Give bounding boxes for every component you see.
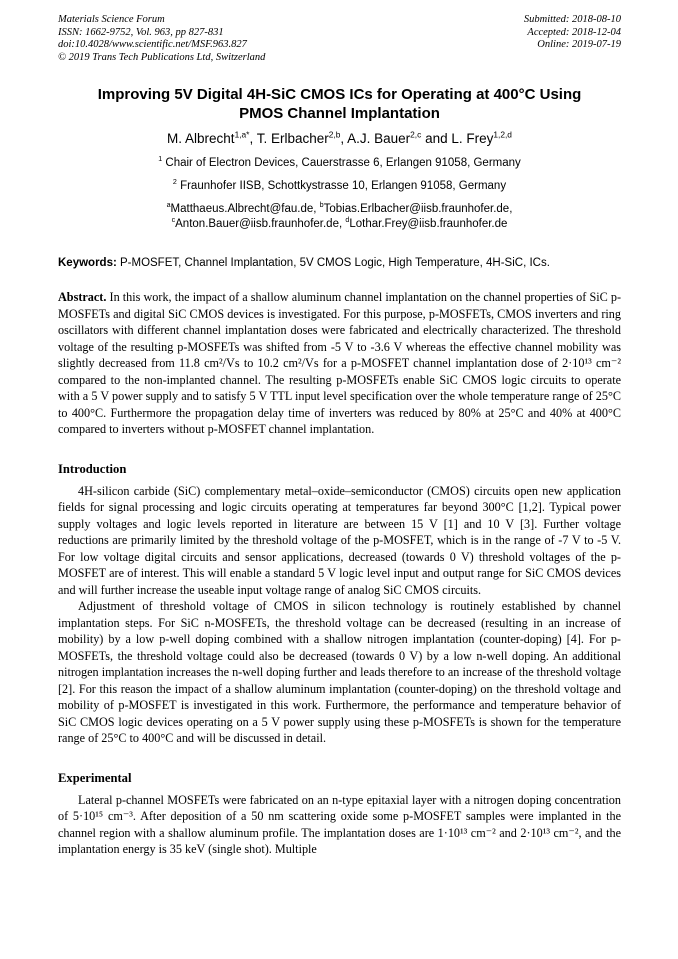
journal-info-block <box>58 14 265 64</box>
email-line-1 <box>58 202 621 217</box>
affiliation-1 <box>58 156 621 170</box>
author-affiliation-marker: 2,b <box>328 129 341 140</box>
author-separator: and <box>421 131 452 147</box>
author-affiliation-marker: 1,a* <box>234 129 250 140</box>
email-marker-c: c <box>171 216 176 225</box>
submitted-date: Submitted: 2018-08-10 <box>523 14 621 25</box>
authors-line <box>58 130 621 147</box>
paper-title-line-2: PMOS Channel Implantation <box>239 105 440 123</box>
author-affiliation-marker: 2,c <box>410 129 422 140</box>
journal-copyright: © 2019 Trans Tech Publications Ltd, Switzerland <box>58 51 266 63</box>
author-name: T. Erlbacher <box>256 131 329 147</box>
online-date: Online: 2019-07-19 <box>537 39 621 51</box>
author-bauer <box>347 131 451 146</box>
paper-title-line-1: Improving 5V Digital 4H-SiC CMOS ICs for Operating at 400°C Using <box>97 86 582 104</box>
email-frey: Lothar.Frey@iisb.fraunhofer.de <box>349 217 508 230</box>
section-heading-introduction: Introduction <box>58 461 127 476</box>
paper-title <box>58 85 621 123</box>
journal-issn-volume: ISSN: 1662-9752, Vol. 963, pp 827-831 <box>58 26 224 38</box>
submission-dates-block <box>524 14 621 52</box>
author-name: A.J. Bauer <box>347 131 411 147</box>
abstract <box>58 289 621 438</box>
abstract-label: Abstract. <box>58 290 107 305</box>
affiliation-2 <box>58 179 621 193</box>
section-heading-experimental: Experimental <box>58 770 132 785</box>
abstract-text: In this work, the impact of a shallow aluminum channel implantation on the channel properties of SiC p-MOSFETs and digital SiC CMOS devices is investigated. For this purpose, p-MOSFETs, CMOS inverters and ring oscillators with different channel implantation doses were fabricated and electrically characterized. The threshold voltage of the resulting p-MOSFETs was shifted from -5 V to -3.6 V whereas the effective channel mobility was slightly decreased from 11.8 cm²/Vs to 10.2 cm²/Vs for a p-MOSFET channel implantation dose of 2·10¹³ cm⁻² compared to the non-implanted channel. The resulting p-MOSFETs enable SiC CMOS logic circuits to operate with a 5 V power supply and to satisfy 5 V TTL input level specification over the whole temperature range of 25°C to 400°C. Furthermore the propagation delay time of inverters was reduced by 80% at 25°C and 40% at 400°C compared to inverters without p-MOSFET channel implantation. <box>58 290 621 437</box>
author-affiliation-marker: 1,2,d <box>493 129 512 140</box>
experimental-paragraph-1: Lateral p-channel MOSFETs were fabricated on an n-type epitaxial layer with a nitrogen doping concentration of 5·10¹⁵ cm⁻³. After deposition of a 50 nm scattering oxide some p-MOSFET samples were implanted in the channel region with a shallow aluminum profile. The implantation doses are 1·10¹³ cm⁻² and 2·10¹³ cm⁻², and the implantation energy is 35 keV (single shot). Multiple <box>58 792 621 857</box>
affiliation-text: Fraunhofer IISB, Schottkystrasse 10, Erlangen 91058, Germany <box>176 180 507 193</box>
journal-name: Materials Science Forum <box>58 14 165 25</box>
keywords-label: Keywords: <box>58 257 117 270</box>
introduction-paragraph-1: 4H-silicon carbide (SiC) complementary metal–oxide–semiconductor (CMOS) circuits open new application fields for signal processing and logic circuits operating at temperatures far beyond 300°C [1,2]. Typical power supply voltages and logic levels reported in literature are between 15 V [1] and 10 V [3]. Further voltage reductions are primarily limited by the threshold voltage of the p-MOSFET, which is in the range of -7 V to -5 V. For low voltage digital circuits and sensor applications, decreased (towards 0 V) threshold voltages of the p-MOSFET are of interest. This will enable a standard 5 V logic level input and output range for SiC CMOS devices and will further increase the useable input voltage range of analog SiC CMOS circuits. <box>58 483 621 597</box>
keywords-text: P-MOSFET, Channel Implantation, 5V CMOS Logic, High Temperature, 4H-SiC, ICs. <box>116 257 550 270</box>
email-erlbacher: Tobias.Erlbacher@iisb.fraunhofer.de, <box>323 203 513 216</box>
email-marker-d: d <box>345 216 350 225</box>
journal-doi: doi:10.4028/www.scientific.net/MSF.963.827 <box>58 39 247 51</box>
affiliation-marker: 2 <box>172 178 177 187</box>
keywords-line <box>58 256 621 270</box>
author-albrecht <box>167 131 257 146</box>
email-marker-b: b <box>319 201 324 210</box>
email-marker-a: a <box>166 201 171 210</box>
email-line-2 <box>58 217 621 232</box>
author-separator: , <box>340 131 348 147</box>
introduction-paragraph-2: Adjustment of threshold voltage of CMOS in silicon technology is routinely established by channel implantation steps. For SiC n-MOSFETs, the threshold voltage can be decreased (resulting in an increase of mobility) by a low p-well doping combined with a shallow nitrogen implantation (counter-doping) [4]. For p-MOSFETs, the threshold voltage could also be decreased (towards 0 V) by a low n-well doping. An additional nitrogen implantation increases the n-well doping further and leads therefore to an increase of the threshold voltage [2]. For this reason the impact of a shallow aluminum implantation (counter-doping) on the threshold voltage and mobility of p-MOSFET is investigated in this work. Furthermore, the performance and temperature behavior of SiC CMOS logic devices operating on a 5 V power supply using these p-MOSFETs is shown for the temperature range of 25°C to 400°C and will be discussed in detail. <box>58 599 621 746</box>
affiliation-text: Chair of Electron Devices, Cauerstrasse 6, Erlangen 91058, Germany <box>162 157 521 170</box>
affiliation-marker: 1 <box>158 155 163 164</box>
accepted-date: Accepted: 2018-12-04 <box>527 26 621 38</box>
author-erlbacher <box>257 131 347 146</box>
author-frey <box>451 131 512 146</box>
journal-header <box>58 14 621 64</box>
author-separator: , <box>249 131 257 147</box>
email-bauer: Anton.Bauer@iisb.fraunhofer.de, <box>175 217 346 230</box>
author-emails <box>58 202 621 231</box>
email-albrecht: Matthaeus.Albrecht@fau.de, <box>170 203 320 216</box>
author-name: L. Frey <box>451 131 494 147</box>
author-name: M. Albrecht <box>167 131 235 147</box>
